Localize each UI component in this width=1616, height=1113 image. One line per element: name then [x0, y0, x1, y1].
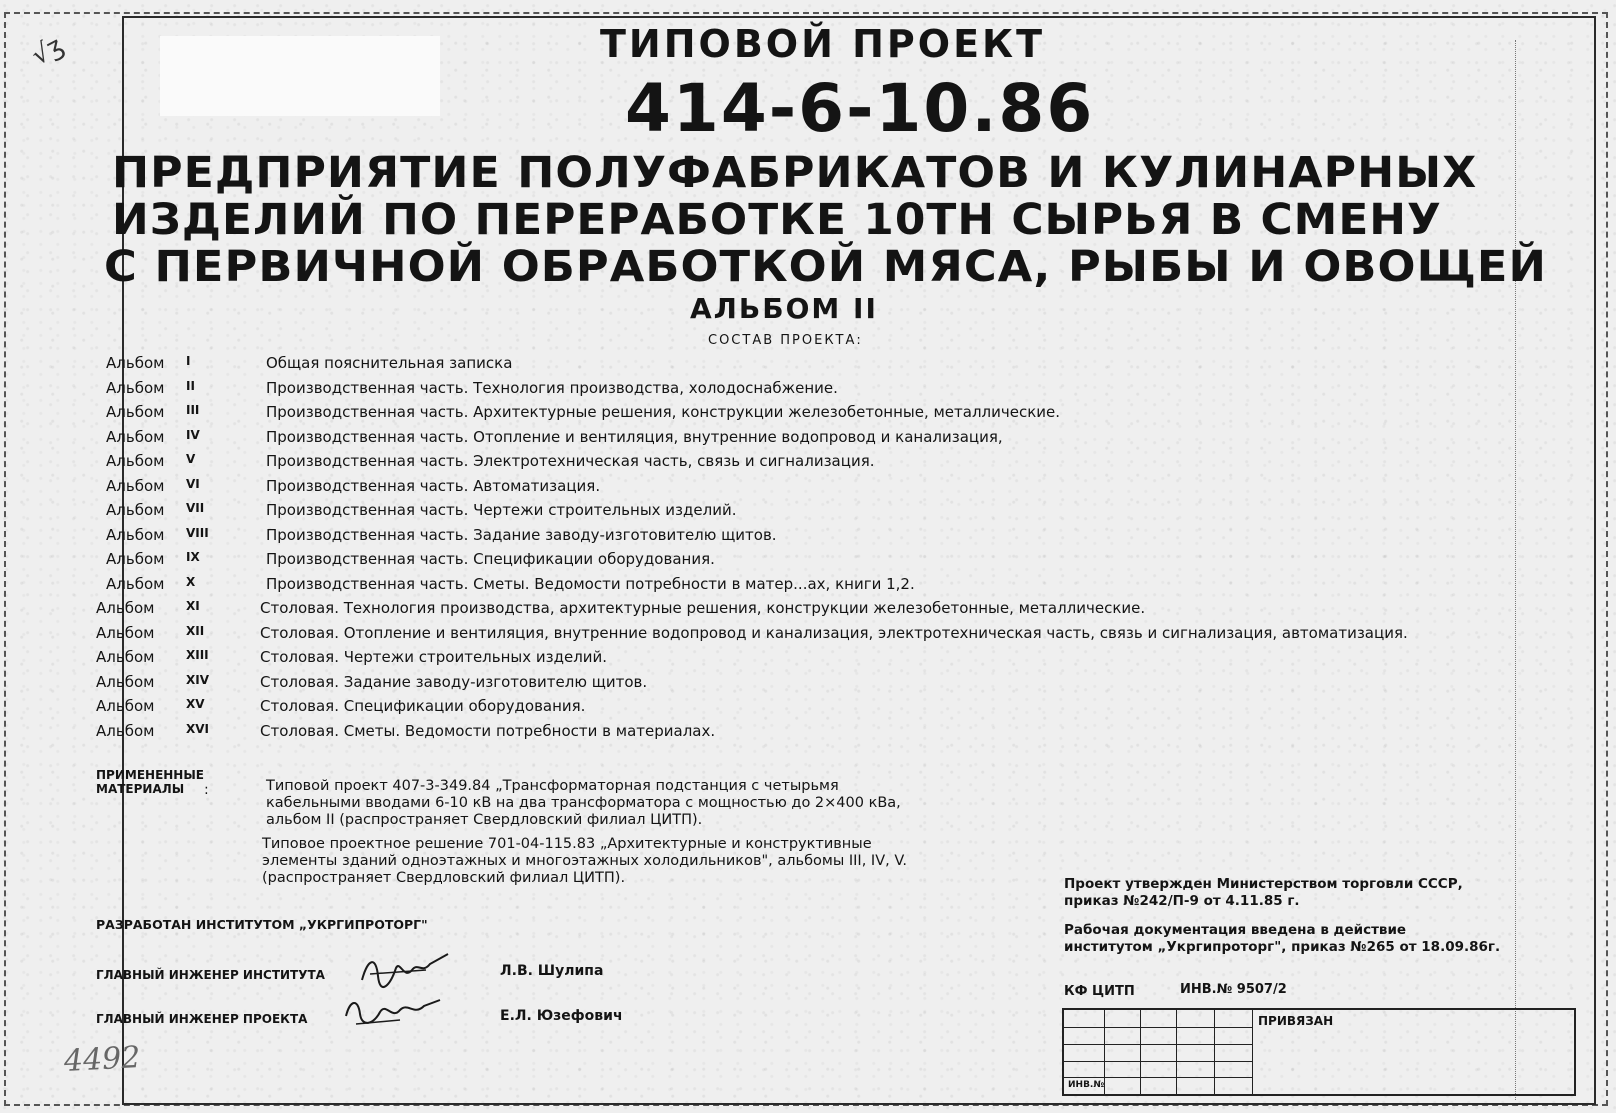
title-line-2: ИЗДЕЛИЙ ПО ПЕРЕРАБОТКЕ 10ТН СЫРЬЯ В СМЕНУ: [112, 195, 1442, 245]
album-row: [96, 379, 1486, 404]
inventory-number: ИНВ.№ 9507/2: [1180, 982, 1287, 997]
developer-line: РАЗРАБОТАН ИНСТИТУТОМ „УКРГИПРОТОРГ": [96, 917, 428, 932]
binding-stamp: [1062, 1008, 1576, 1096]
project-engineer-name: Е.Л. Юзефович: [500, 1008, 623, 1024]
title-line-1: ПРЕДПРИЯТИЕ ПОЛУФАБРИКАТОВ И КУЛИНАРНЫХ: [112, 148, 1478, 198]
album-number: XV: [186, 697, 205, 711]
inventory-small-label: ИНВ.№: [1068, 1080, 1105, 1090]
title-line-3: С ПЕРВИЧНОЙ ОБРАБОТКОЙ МЯСА, РЫБЫ И ОВОЩЕЙ: [104, 242, 1547, 292]
album-word: Альбом: [96, 648, 155, 666]
album-description: Общая пояснительная записка: [266, 354, 513, 372]
stamp-column-line: [1252, 1010, 1253, 1094]
project-number: 414-6-10.86: [625, 70, 1095, 147]
album-description: Производственная часть. Сметы. Ведомости потребности в матер...ах, книги 1,2.: [266, 574, 915, 593]
album-number: IV: [186, 427, 200, 442]
album-row: [96, 403, 1486, 428]
stamp-row-line: [1064, 1077, 1252, 1078]
archive-code: КФ ЦИТП: [1064, 984, 1135, 999]
album-word: Альбом: [96, 623, 155, 642]
album-description: Столовая. Задание заводу-изготовителю щитов.: [260, 672, 648, 691]
album-word: Альбом: [96, 599, 155, 617]
album-description: Столовая. Технология производства, архитектурные решения, конструкции железобетонные, металлические.: [260, 599, 1146, 617]
album-row: [96, 697, 1486, 722]
album-row: [96, 575, 1486, 600]
album-description: Столовая. Спецификации оборудования.: [260, 697, 586, 715]
album-word: Альбом: [106, 452, 165, 470]
album-word: Альбом: [96, 721, 155, 740]
album-description: Производственная часть. Электротехническая часть, связь и сигнализация.: [266, 452, 875, 470]
album-description: Столовая. Сметы. Ведомости потребности в материалах.: [260, 721, 716, 740]
album-description: Столовая. Чертежи строительных изделий.: [260, 648, 608, 666]
album-number: VII: [186, 501, 205, 515]
album-word: Альбом: [106, 501, 165, 519]
chief-engineer-name: Л.В. Шулипа: [500, 963, 604, 979]
album-row: [96, 722, 1486, 747]
album-row: [96, 673, 1486, 698]
album-word: Альбом: [106, 574, 165, 593]
album-number: VI: [186, 476, 200, 491]
stamp-row-line: [1064, 1061, 1252, 1062]
album-number: I: [186, 354, 191, 368]
album-description: Производственная часть. Технология производства, холодоснабжение.: [266, 378, 838, 397]
blank-patch: [160, 36, 440, 116]
album-description: Производственная часть. Задание заводу-изготовителю щитов.: [266, 525, 777, 544]
album-description: Производственная часть. Отопление и вентиляция, внутренние водопровод и канализация,: [266, 427, 1003, 446]
album-description: Производственная часть. Спецификации оборудования.: [266, 550, 715, 568]
album-number: XIII: [186, 648, 209, 662]
composition-heading: СОСТАВ ПРОЕКТА:: [708, 333, 863, 348]
handwritten-number: 4492: [63, 1040, 142, 1079]
stamp-column-line: [1214, 1010, 1215, 1094]
album-word: Альбом: [106, 427, 165, 446]
album-row: [96, 599, 1486, 624]
corner-mark: √ʒ: [26, 30, 69, 72]
bound-label: ПРИВЯЗАН: [1258, 1014, 1334, 1028]
stamp-column-line: [1140, 1010, 1141, 1094]
project-engineer-label: ГЛАВНЫЙ ИНЖЕНЕР ПРОЕКТА: [96, 1012, 308, 1026]
album-number: II: [186, 378, 195, 393]
album-number: X: [186, 574, 196, 589]
signature-chief-engineer: [356, 950, 456, 995]
album-number: VIII: [186, 525, 209, 540]
album-word: Альбом: [106, 403, 165, 421]
album-word: Альбом: [106, 550, 165, 568]
album-row: [96, 452, 1486, 477]
album-word: Альбом: [96, 672, 155, 691]
album-heading: АЛЬБОМ II: [690, 292, 878, 325]
album-word: Альбом: [96, 697, 155, 715]
stamp-row-line: [1064, 1027, 1252, 1028]
album-row: [96, 624, 1486, 649]
fold-line: [1515, 40, 1516, 1100]
album-row: [96, 501, 1486, 526]
album-description: Производственная часть. Архитектурные решения, конструкции железобетонные, металлические.: [266, 403, 1061, 421]
album-word: Альбом: [106, 525, 165, 544]
album-description: Производственная часть. Чертежи строительных изделий.: [266, 501, 737, 519]
album-description: Производственная часть. Автоматизация.: [266, 476, 601, 495]
reference-2: Типовое проектное решение 701-04-115.83 „Архитектурные и конструктивные элементы зданий одноэтажных и многоэтажных холодильников", альбомы III, IV, V. (распространяет Свердловский филиал ЦИТП).: [262, 836, 908, 886]
album-number: IX: [186, 550, 200, 564]
album-row: [96, 648, 1486, 673]
album-row: [96, 526, 1486, 551]
album-number: III: [186, 403, 200, 417]
album-word: Альбом: [106, 354, 165, 372]
album-row: [96, 477, 1486, 502]
album-description: Столовая. Отопление и вентиляция, внутренние водопровод и канализация, электротехническая часть, связь и сигнализация, автоматизация.: [260, 623, 1408, 642]
album-list: [96, 354, 1486, 746]
album-number: XI: [186, 599, 200, 613]
chief-engineer-label: ГЛАВНЫЙ ИНЖЕНЕР ИНСТИТУТА: [96, 968, 325, 982]
album-number: V: [186, 452, 196, 466]
album-row: [96, 550, 1486, 575]
applied-materials-label: ПРИМЕНЕННЫЕ МАТЕРИАЛЫ: [96, 768, 204, 796]
album-word: Альбом: [106, 476, 165, 495]
project-type-label: ТИПОВОЙ ПРОЕКТ: [600, 22, 1046, 66]
enactment-note: Рабочая документация введена в действие институтом „Укргипроторг", приказ №265 от 18.09.86г.: [1064, 922, 1501, 955]
album-row: [96, 428, 1486, 453]
applied-materials-colon: :: [204, 782, 209, 798]
stamp-column-line: [1176, 1010, 1177, 1094]
stamp-row-line: [1064, 1044, 1252, 1045]
album-word: Альбом: [106, 378, 165, 397]
album-number: XIV: [186, 672, 210, 687]
approval-note: Проект утвержден Министерством торговли СССР, приказ №242/П-9 от 4.11.85 г.: [1064, 876, 1463, 909]
reference-1: Типовой проект 407-3-349.84 „Трансформаторная подстанция с четырьмя кабельными вводами 6-10 кВ на два трансформатора с мощностью до 2×400 кВа, альбом II (распространяет Свердловский филиал ЦИТП).: [266, 778, 901, 828]
signature-project-engineer: [340, 994, 450, 1034]
album-row: [96, 354, 1486, 379]
album-number: XVI: [186, 721, 210, 736]
album-number: XII: [186, 623, 205, 638]
